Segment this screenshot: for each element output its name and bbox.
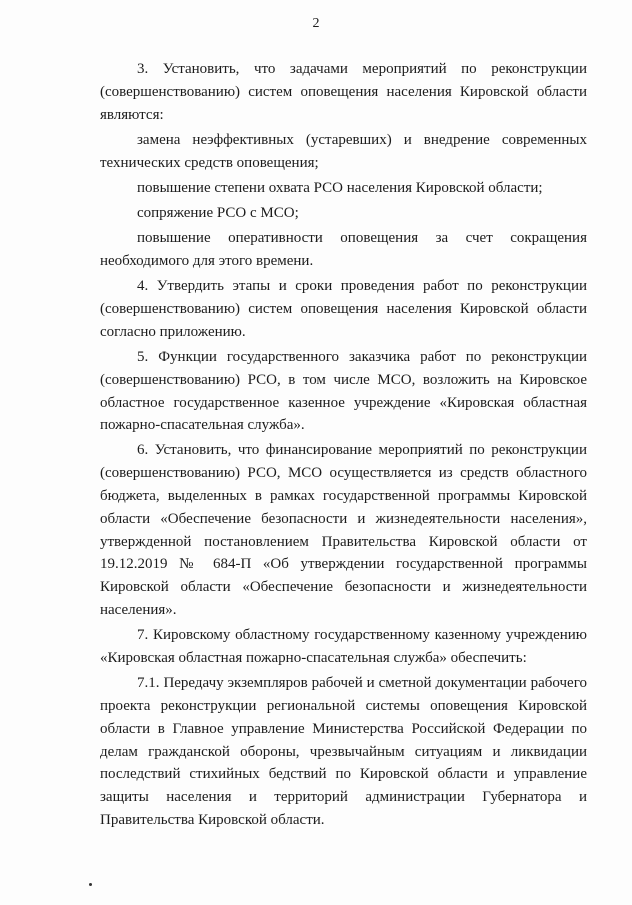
paragraph-item-6: 6. Установить, что финансирование мероприятий по реконструкции (совершенствованию) РСО, МСО осуществляется из средств областного бюджета, выделенных в рамках государственной программы Кировской области «Обеспечение безопасности и жизнедеятельности населения», утвержденной постановлением Правительства Кировской области от 19.12.2019 № 684-П «Об утверждении государственной программы Кировской области «Обеспечение безопасности и жизнедеятельности населения». [100, 442, 587, 619]
paragraph-item-4: 4. Утвердить этапы и сроки проведения работ по реконструкции (совершенствованию) систем оповещения населения Кировской области согласно приложению. [100, 278, 587, 340]
paragraph-subitem-coverage: повышение степени охвата РСО населения Кировской области; [137, 179, 543, 196]
paragraph-subitem-replacement: замена неэффективных (устаревших) и внедрение современных технических средств оповещения; [100, 131, 587, 171]
paragraph-item-5: 5. Функции государственного заказчика работ по реконструкции (совершенствованию) РСО, в том числе МСО, возложить на Кировское областное государственное казенное учреждение «Кировская областная пожарно-спасательная служба». [100, 348, 587, 434]
paragraph-subitem-pairing: сопряжение РСО с МСО; [137, 204, 299, 221]
paragraph-item-3: 3. Установить, что задачами мероприятий по реконструкции (совершенствованию) систем оповещения населения Кировской области являются: [100, 61, 587, 123]
document-body [100, 58, 587, 832]
page-number: 2 [312, 16, 320, 31]
paragraph-subitem-efficiency: повышение оперативности оповещения за счет сокращения необходимого для этого времени. [100, 230, 587, 269]
paragraph-item-7: 7. Кировскому областному государственному казенному учреждению «Кировская областная пожарно-спасательная служба» обеспечить: [100, 627, 587, 667]
scan-speck [89, 883, 92, 886]
paragraph-item-7-1: 7.1. Передачу экземпляров рабочей и сметной документации рабочего проекта реконструкции региональной системы оповещения Кировской области в Главное управление Министерства Российской Федерации по делам гражданской обороны, чрезвычайным ситуациям и ликвидации последствий стихийных бедствий по Кировской области и управление защиты населения и территорий администрации Губернатора и Правительства Кировской области. [100, 675, 587, 829]
